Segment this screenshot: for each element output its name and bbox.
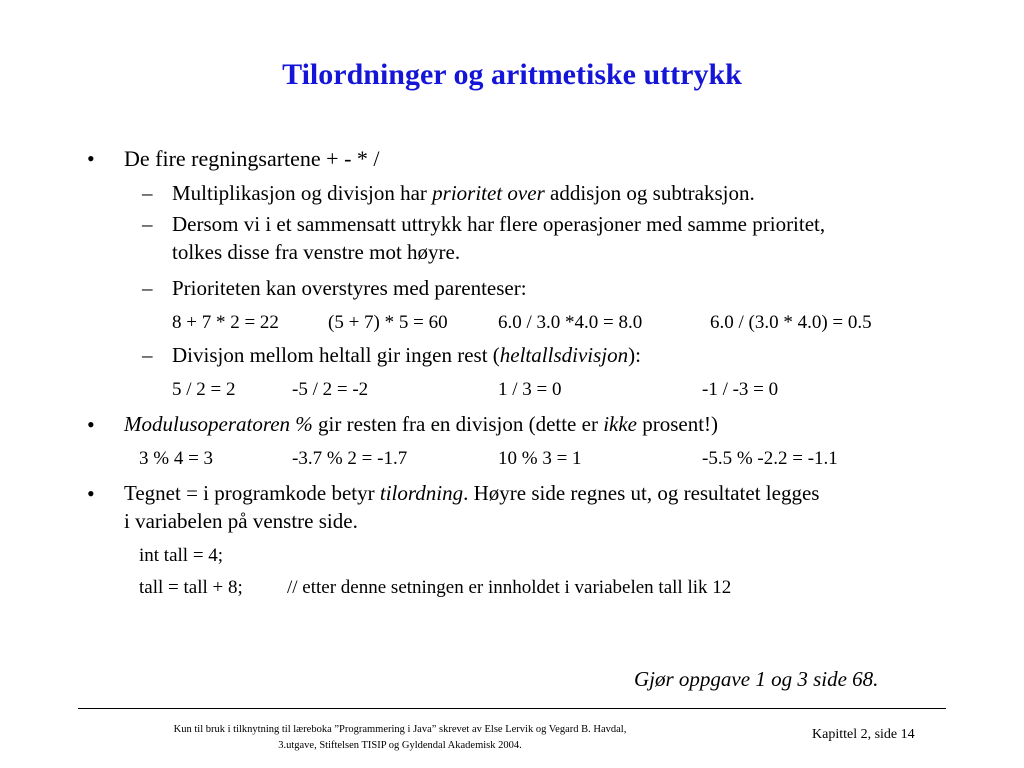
emphasis-priority-over: prioritet over: [432, 181, 545, 205]
code-line: tall = tall + 8;: [139, 577, 243, 598]
code-line: int tall = 4;: [139, 545, 224, 566]
example-expression: -3.7 % 2 = -1.7: [292, 448, 408, 469]
sub-bullet-priority-text-end: addisjon og subtraksjon.: [544, 181, 755, 205]
emphasis-modulus-operator: Modulusoperatoren %: [124, 412, 313, 436]
footer-credits: [150, 722, 650, 754]
example-expression: 10 % 3 = 1: [498, 448, 582, 469]
bullet-modulus: [124, 412, 718, 437]
sub-bullet-integer-division-text-end: ):: [628, 343, 641, 367]
example-expression: 3 % 4 = 3: [139, 448, 214, 469]
example-expression: (5 + 7) * 5 = 60: [328, 312, 448, 333]
code-comment: // etter denne setningen er innholdet i variabelen tall lik 12: [287, 577, 732, 598]
dash-marker: –: [142, 212, 153, 236]
sub-bullet-integer-division-text: Divisjon mellom heltall gir ingen rest (: [172, 343, 500, 367]
bullet-assignment-line2: i variabelen på venstre side.: [124, 509, 358, 533]
bullet-modulus-text: gir resten fra en divisjon (dette er: [312, 412, 604, 436]
dash-marker: –: [142, 276, 153, 300]
example-expression: 6.0 / 3.0 *4.0 = 8.0: [498, 312, 643, 333]
bullet-assignment-text-end: . Høyre side regnes ut, og resultatet legges: [463, 481, 820, 505]
bullet-assignment-text: Tegnet = i programkode betyr: [124, 481, 380, 505]
footer-credits-line1: Kun til bruk i tilknytning til læreboka ”Programmering i Java” skrevet av Else Lervik og Vegard B. Havdal,: [173, 724, 627, 735]
sub-bullet-integer-division: [172, 343, 641, 368]
bullet-marker: •: [87, 481, 95, 506]
bullet-arithmetic-operators: De fire regningsartene + - * /: [124, 146, 380, 171]
example-expression: 8 + 7 * 2 = 22: [172, 312, 279, 333]
dash-marker: –: [142, 181, 153, 205]
example-expression: -1 / -3 = 0: [702, 379, 779, 400]
example-expression: -5.5 % -2.2 = -1.1: [702, 448, 838, 469]
footer-divider: [78, 708, 946, 709]
emphasis-assignment: tilordning: [379, 481, 464, 505]
example-expression: 5 / 2 = 2: [172, 379, 236, 400]
sub-bullet-priority: [172, 181, 755, 206]
bullet-marker: •: [87, 146, 95, 171]
exercise-note: Gjør oppgave 1 og 3 side 68.: [634, 667, 879, 691]
example-expression: -5 / 2 = -2: [292, 379, 369, 400]
footer-credits-line2: 3.utgave, Stiftelsen TISIP og Gyldendal Akademisk 2004.: [278, 740, 522, 751]
example-expression: 1 / 3 = 0: [498, 379, 562, 400]
dash-marker: –: [142, 343, 153, 367]
sub-bullet-parentheses: Prioriteten kan overstyres med parenteser:: [172, 276, 527, 300]
sub-bullet-left-to-right-line2: tolkes disse fra venstre mot høyre.: [172, 240, 461, 264]
emphasis-not: ikke: [603, 412, 637, 436]
emphasis-integer-division: heltallsdivisjon: [499, 343, 629, 367]
bullet-modulus-text-end: prosent!): [636, 412, 719, 436]
bullet-marker: •: [87, 412, 95, 437]
page-number: Kapittel 2, side 14: [812, 727, 915, 742]
sub-bullet-priority-text: Multiplikasjon og divisjon har: [172, 181, 433, 205]
slide-title: Tilordninger og aritmetiske uttrykk: [282, 58, 742, 91]
bullet-assignment-line1: [124, 481, 819, 506]
sub-bullet-left-to-right-line1: Dersom vi i et sammensatt uttrykk har flere operasjoner med samme prioritet,: [172, 212, 826, 236]
example-expression: 6.0 / (3.0 * 4.0) = 0.5: [710, 312, 872, 333]
